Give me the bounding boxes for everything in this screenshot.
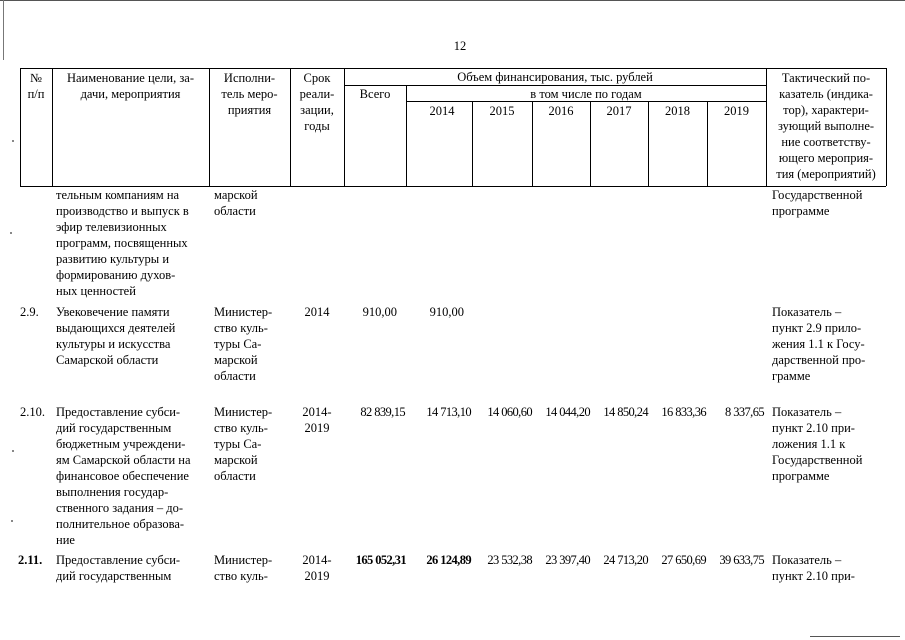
row-2-9-2014: 910,00 (429, 305, 464, 319)
row-2-10-2019: 8 337,65 (725, 405, 764, 419)
row-2-11-indicator: Показатель – пункт 2.10 при- (772, 553, 855, 583)
row-2-11-2015: 23 532,38 (487, 553, 532, 567)
scan-speck (12, 450, 14, 452)
row-2-11-number: 2.11. (18, 553, 43, 567)
row-2-11-term: 2014- 2019 (302, 553, 332, 583)
row-2-11-executor: Министер- ство куль- (214, 553, 273, 583)
scan-edge-bottom (810, 636, 900, 637)
header-year-2017: 2017 (606, 104, 632, 118)
row-2-9-term: 2014 (304, 305, 330, 319)
row-2-11-total: 165 052,31 (355, 553, 406, 567)
header-year-2018: 2018 (665, 104, 690, 118)
row-2-11-2016: 23 397,40 (545, 553, 590, 567)
scan-speck (10, 232, 12, 234)
row-2-11-2018: 27 650,69 (661, 553, 706, 567)
header-year-2015: 2015 (489, 104, 515, 118)
row-2-9-number: 2.9. (20, 305, 39, 319)
header-name: Наименование цели, за- дачи, мероприятия (66, 71, 195, 101)
row-2-9-name: Увековечение памяти выдающихся деятелей культуры и искусства Самарской области (56, 305, 176, 367)
scan-speck (12, 140, 14, 142)
row-2-10-2015: 14 060,60 (487, 405, 532, 419)
row-2-10-term: 2014- 2019 (302, 405, 332, 435)
row-2-11-name: Предоставление субси- дий государственным (56, 553, 181, 583)
row-continued-executor: марской области (214, 188, 258, 218)
scan-edge-top (0, 0, 905, 1)
row-2-10-executor: Министер- ство куль- туры Са- марской области (214, 405, 273, 483)
header-number: № п/п (27, 71, 45, 101)
header-year-2019: 2019 (724, 104, 749, 118)
row-2-11-2014: 26 124,89 (426, 553, 471, 567)
scan-edge-left (3, 0, 4, 60)
row-2-10-indicator: Показатель – пункт 2.10 при- ложения 1.1 к Государственной программе (772, 405, 863, 483)
row-2-10-2016: 14 044,20 (545, 405, 590, 419)
row-2-10-total: 82 839,15 (360, 405, 405, 419)
row-2-11-2017: 24 713,20 (603, 553, 648, 567)
row-continued-name: тельным компаниям на производство и выпуск в эфир телевизионных программ, посвященных развитию культуры и формированию духов- ных ценностей (56, 188, 189, 298)
scan-speck (11, 520, 13, 522)
row-2-10-name: Предоставление субси- дий государственным бюджетным учреждени- ям Самарской области на финансовое обеспечение выполнения государ- ственного задания – до- полнительное образова- ние (56, 405, 191, 547)
row-2-9-executor: Министер- ство куль- туры Са- марской области (214, 305, 273, 383)
row-2-10-2014: 14 713,10 (426, 405, 471, 419)
row-2-9-total: 910,00 (362, 305, 397, 319)
header-year-2016: 2016 (548, 104, 574, 118)
page-number: 12 (453, 39, 467, 53)
header-indicator: Тактический по- казатель (индика- тор), характери- зующий выполне- ние соответству- ющего мероприя- тия (мероприятий) (776, 71, 876, 181)
header-executor: Исполни- тель меро- приятия (221, 71, 278, 117)
header-term: Срок реали- зации, годы (299, 71, 335, 133)
row-2-10-2017: 14 850,24 (603, 405, 648, 419)
row-2-9-indicator: Показатель – пункт 2.9 прило- жения 1.1 к Госу- дарственной про- грамме (772, 305, 866, 383)
row-2-11-2019: 39 633,75 (719, 553, 764, 567)
header-funding: Объем финансирования, тыс. рублей (457, 70, 653, 84)
header-total: Всего (359, 87, 391, 101)
row-2-10-2018: 16 833,36 (661, 405, 706, 419)
row-2-10-number: 2.10. (20, 405, 45, 419)
row-continued-indicator: Государственной программе (772, 188, 863, 218)
header-by-years: в том числе по годам (530, 87, 642, 101)
header-year-2014: 2014 (429, 104, 455, 118)
